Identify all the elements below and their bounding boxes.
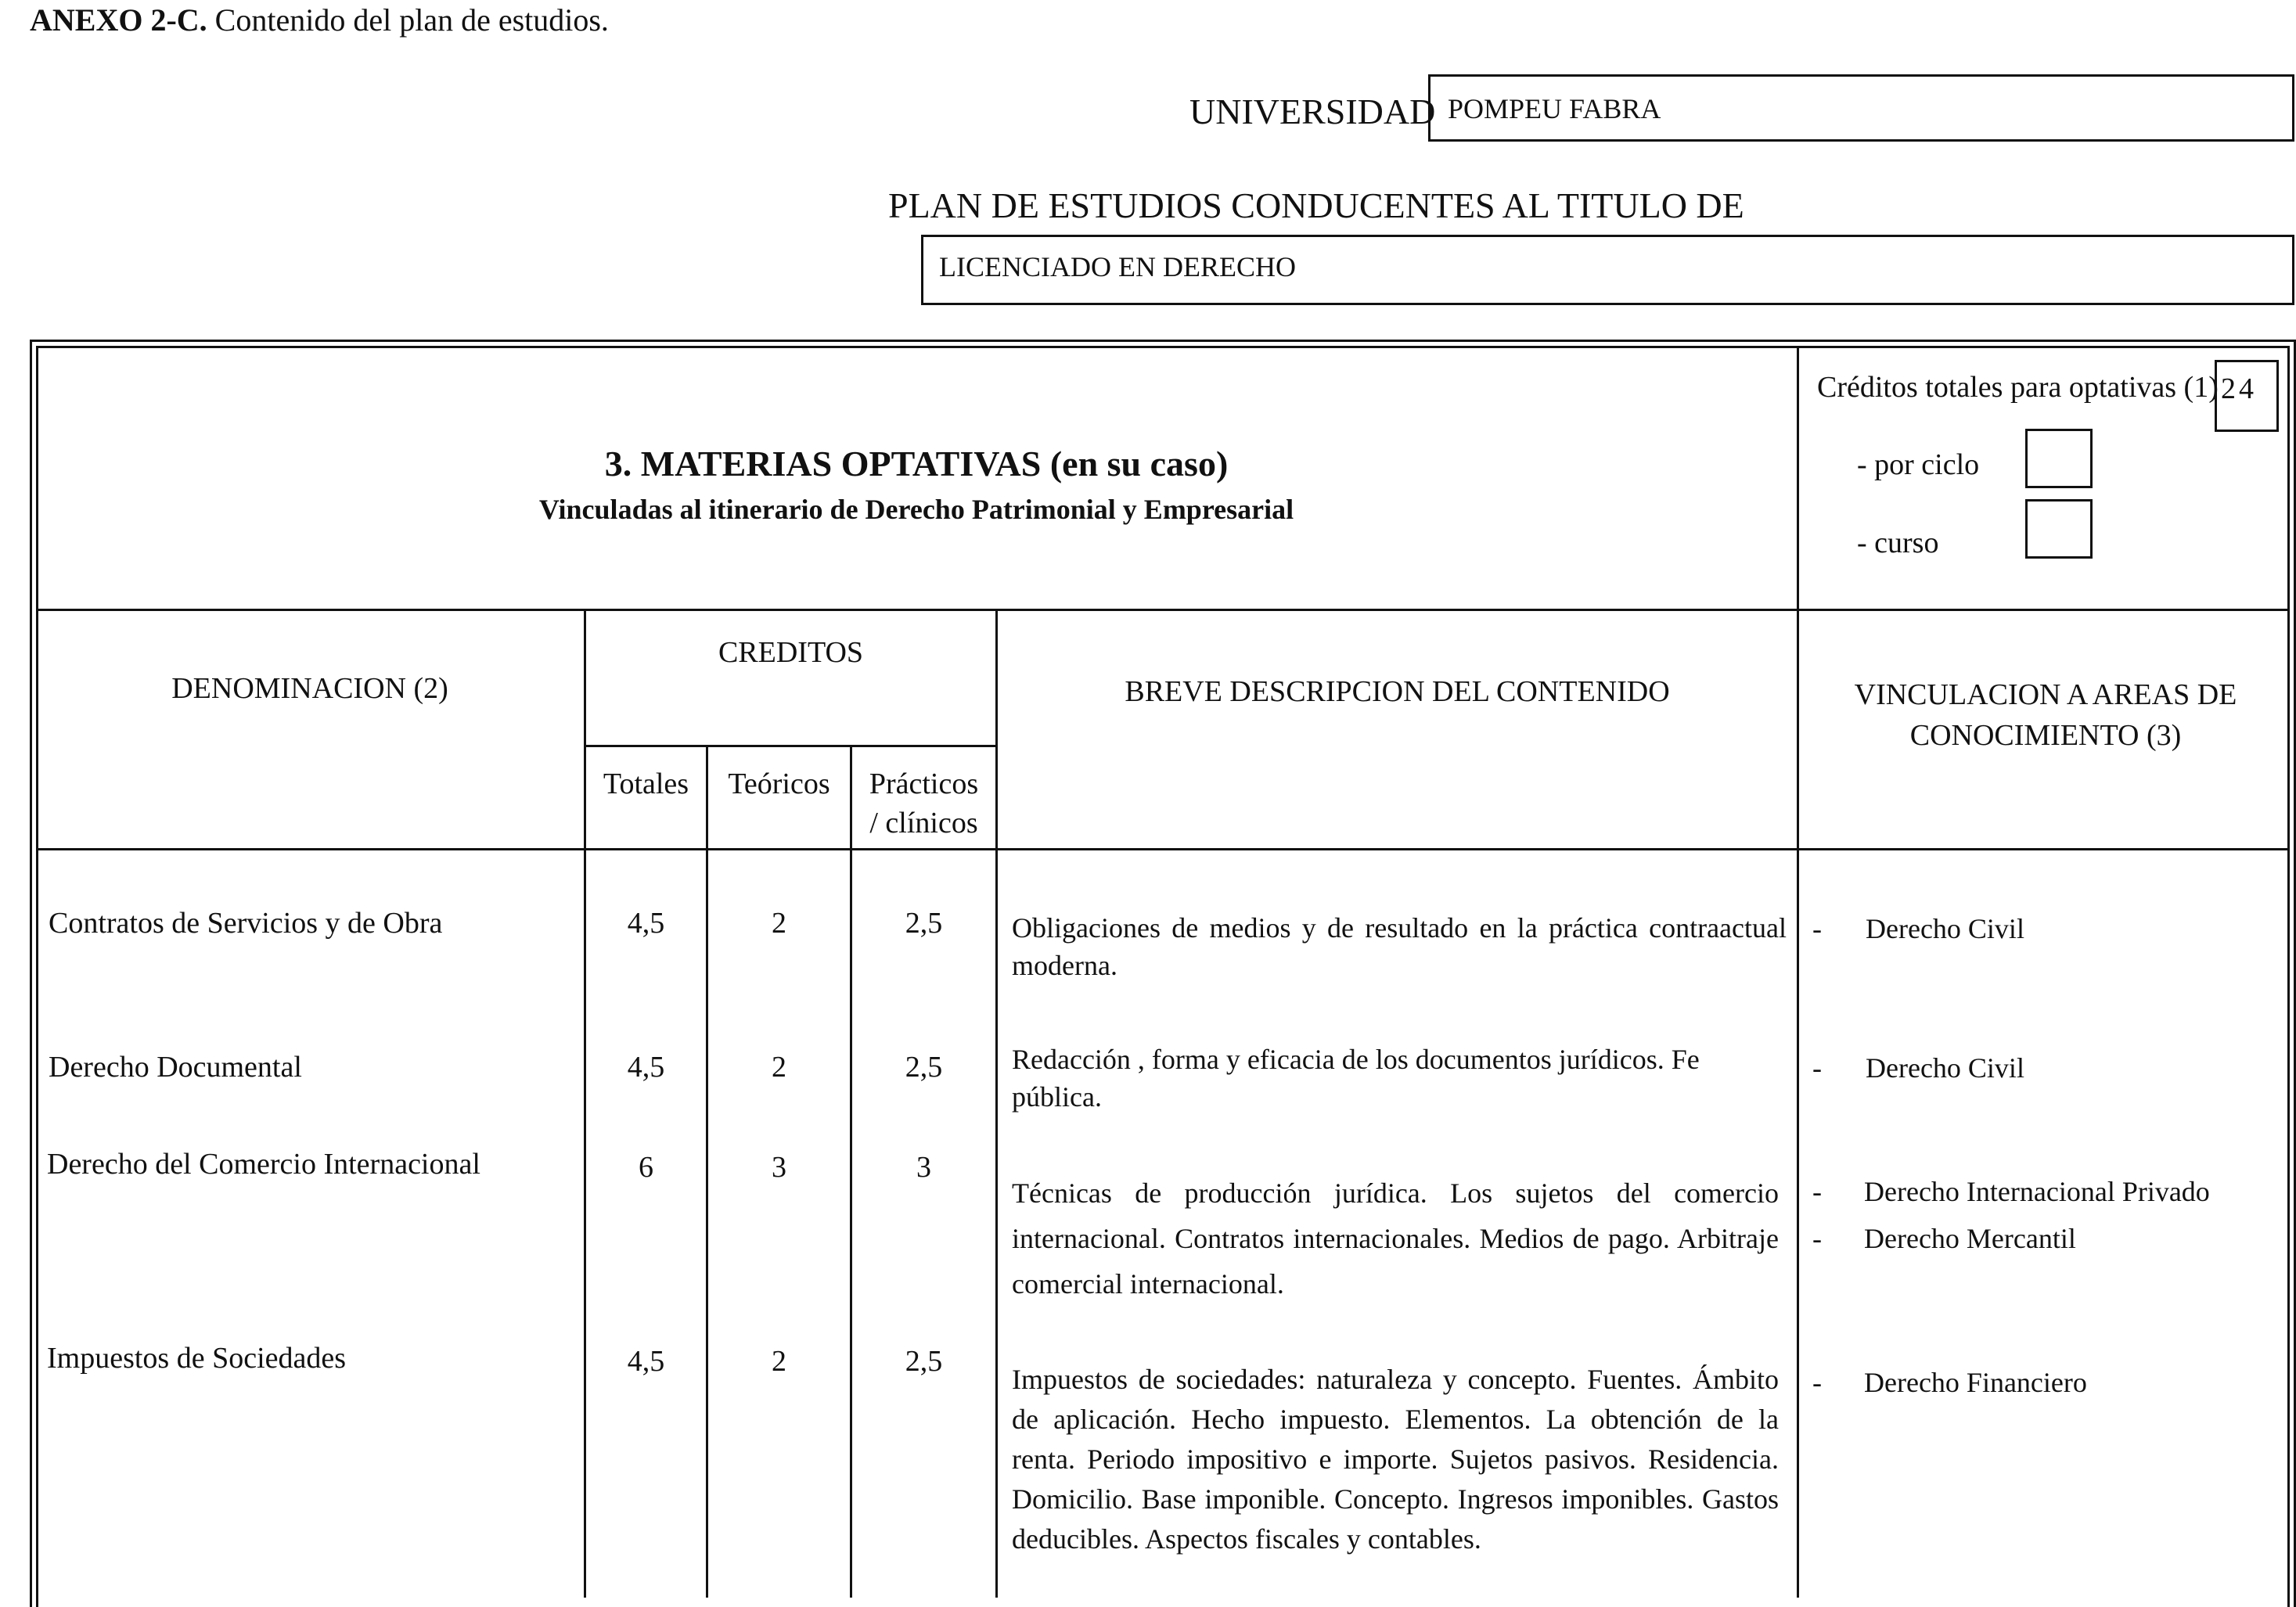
col-header-vinculacion-line1: VINCULACION A AREAS DE	[1854, 678, 2237, 711]
col-divider-4	[995, 609, 998, 1598]
col-header-practicos: Prácticos	[869, 768, 979, 800]
row-4-name: Impuestos de Sociedades	[47, 1342, 347, 1375]
plan-label: PLAN DE ESTUDIOS CONDUCENTES AL TITULO DE	[888, 185, 1744, 225]
row-3-totales: 6	[639, 1151, 653, 1184]
annex-description: Contenido del plan de estudios.	[207, 2, 609, 38]
row-3-area-bullet-1: -	[1812, 1176, 1822, 1207]
annex-heading	[30, 2, 609, 38]
col-header-clinicos: / clínicos	[869, 807, 978, 839]
row-1-area-bullet: -	[1812, 913, 1822, 944]
row-1-totales: 4,5	[627, 907, 665, 940]
row-4-description: Impuestos de sociedades: naturaleza y concepto. Fuentes. Ámbito de aplicación. Hecho impuesto. Elementos. La obtención de la renta. Periodo impositivo e importe. Sujetos pasivos. Residencia. Domicilio. Base imponible. Concepto. Ingresos imponibles. Gastos deducibles. Aspectos fiscales y contables.	[1012, 1364, 1779, 1555]
row-3-area-1: Derecho Internacional Privado	[1864, 1176, 2210, 1207]
row-4-totales: 4,5	[627, 1345, 665, 1378]
row-2-practicos: 2,5	[905, 1051, 943, 1084]
column-header-divider	[36, 848, 2290, 850]
right-column-divider	[1797, 346, 1799, 1598]
credits-total-label: Créditos totales para optativas (1)	[1817, 371, 2219, 404]
row-1-teoricos: 2	[772, 907, 786, 940]
row-2-totales: 4,5	[627, 1051, 665, 1084]
row-1-description: Obligaciones de medios y de resultado en la práctica contraactual moderna.	[1012, 912, 1787, 981]
row-1-area-1: Derecho Civil	[1866, 913, 2024, 944]
university-value: POMPEU FABRA	[1448, 93, 1661, 124]
row-1-practicos: 2,5	[905, 907, 943, 940]
row-4-practicos: 2,5	[905, 1345, 943, 1378]
section-subtitle: Vinculadas al itinerario de Derecho Patrimonial y Empresarial	[538, 494, 1294, 525]
row-2-name: Derecho Documental	[49, 1051, 302, 1084]
col-header-vinculacion-line2: CONOCIMIENTO (3)	[1909, 719, 2182, 752]
col-header-creditos: CREDITOS	[718, 636, 864, 669]
row-3-teoricos: 3	[772, 1151, 786, 1184]
per-cycle-box	[2025, 429, 2093, 488]
degree-value: LICENCIADO EN DERECHO	[939, 251, 1296, 282]
col-header-denominacion: DENOMINACION (2)	[171, 672, 448, 705]
row-2-teoricos: 2	[772, 1051, 786, 1084]
col-header-teoricos: Teóricos	[728, 768, 830, 800]
row-3-name: Derecho del Comercio Internacional	[47, 1148, 480, 1181]
row-3-area-2: Derecho Mercantil	[1864, 1223, 2076, 1254]
header-divider	[36, 609, 2290, 611]
row-2-area-1: Derecho Civil	[1866, 1052, 2024, 1084]
per-course-box	[2025, 499, 2093, 559]
credits-total-value: 24	[2221, 372, 2257, 405]
per-course-label: - curso	[1857, 527, 1939, 559]
row-3-practicos: 3	[916, 1151, 931, 1184]
row-3-description: Técnicas de producción jurídica. Los sujetos del comercio internacional. Contratos internacionales. Medios de pago. Arbitraje comercial internacional.	[1012, 1177, 1779, 1300]
annex-number: ANEXO 2-C.	[30, 2, 207, 38]
row-2-description: Redacción , forma y eficacia de los documentos jurídicos. Fe pública.	[1012, 1044, 1700, 1113]
row-3-area-bullet-2: -	[1812, 1223, 1822, 1254]
row-1-name: Contratos de Servicios y de Obra	[49, 907, 443, 940]
row-2-area-bullet: -	[1812, 1052, 1822, 1084]
creditos-subheader-divider	[584, 745, 997, 747]
per-cycle-label: - por ciclo	[1857, 448, 1980, 481]
col-header-descripcion: BREVE DESCRIPCION DEL CONTENIDO	[1125, 675, 1670, 708]
row-4-area-bullet: -	[1812, 1367, 1822, 1398]
col-divider-1	[584, 609, 586, 1598]
row-4-area-1: Derecho Financiero	[1864, 1367, 2087, 1398]
university-label: UNIVERSIDAD	[1189, 92, 1436, 131]
col-header-totales: Totales	[603, 768, 689, 800]
row-4-teoricos: 2	[772, 1345, 786, 1378]
section-title: 3. MATERIAS OPTATIVAS (en su caso)	[604, 444, 1229, 484]
